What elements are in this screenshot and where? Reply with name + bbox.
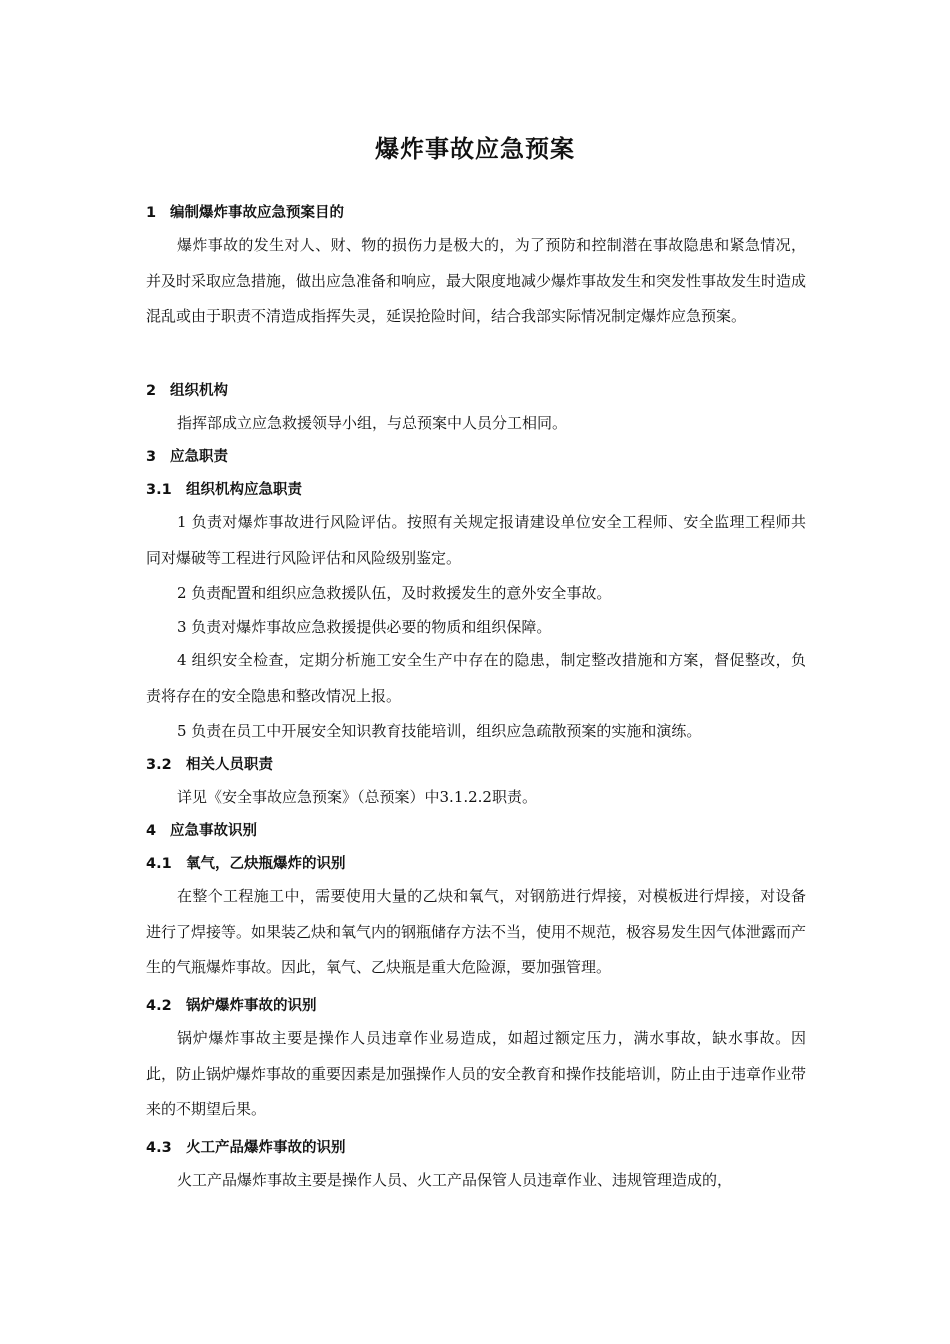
section-number: 1 [146, 205, 157, 221]
paragraph-3-1-1: 1 负责对爆炸事故进行风险评估。按照有关规定报请建设单位安全工程师、安全监理工程师共同对爆破等工程进行风险评估和风险级别鉴定。 [146, 513, 806, 567]
subsection-number: 3.1 [146, 482, 172, 498]
paragraph-4-2-1: 锅炉爆炸事故主要是操作人员违章作业易造成，如超过额定压力，满水事故，缺水事故。因此，防止锅炉爆炸事故的重要因素是加强操作人员的安全教育和操作技能培训，防止由于违章作业带来的不期望后果。 [146, 1029, 807, 1118]
subsection-heading-4-1 [146, 854, 346, 874]
subsection-number: 4.2 [146, 998, 172, 1014]
document-title: 爆炸事故应急预案 [375, 135, 575, 163]
section-title: 应急事故识别 [170, 823, 257, 839]
section-title: 应急职责 [170, 449, 228, 465]
paragraph-1-1: 爆炸事故的发生对人、财、物的损伤力是极大的，为了预防和控制潜在事故隐患和紧急情况，并及时采取应急措施，做出应急准备和响应，最大限度地减少爆炸事故发生和突发性事故发生时造成混乱或由于职责不清造成指挥失灵，延误抢险时间，结合我部实际情况制定爆炸应急预案。 [146, 236, 807, 325]
subsection-number: 4.1 [146, 856, 172, 872]
section-heading-3 [146, 447, 228, 467]
subsection-heading-4-3 [146, 1138, 346, 1158]
subsection-title: 火工产品爆炸事故的识别 [186, 1140, 346, 1156]
subsection-heading-3-2 [146, 755, 273, 775]
paragraph-2-1: 指挥部成立应急救援领导小组，与总预案中人员分工相同。 [177, 414, 568, 432]
section-heading-1 [146, 203, 344, 223]
subsection-title: 氧气，乙炔瓶爆炸的识别 [186, 856, 346, 872]
subsection-heading-4-2 [146, 996, 317, 1016]
paragraph-3-1-3: 3 负责对爆炸事故应急救援提供必要的物质和组织保障。 [177, 618, 552, 636]
section-heading-4 [146, 821, 257, 841]
paragraph-3-1-2: 2 负责配置和组织应急救援队伍，及时救援发生的意外安全事故。 [177, 584, 612, 602]
section-title: 组织机构 [170, 383, 228, 399]
section-number: 2 [146, 383, 157, 399]
subsection-number: 4.3 [146, 1140, 172, 1156]
subsection-title: 相关人员职责 [186, 757, 273, 773]
subsection-title: 组织机构应急职责 [186, 482, 302, 498]
section-title: 编制爆炸事故应急预案目的 [170, 205, 344, 221]
section-number: 3 [146, 449, 157, 465]
paragraph-4-1-1: 在整个工程施工中，需要使用大量的乙炔和氧气，对钢筋进行焊接，对模板进行焊接，对设备进行了焊接等。如果装乙炔和氧气内的钢瓶储存方法不当，使用不规范，极容易发生因气体泄露而产生的气瓶爆炸事故。因此，氧气、乙炔瓶是重大危险源，要加强管理。 [146, 887, 807, 976]
subsection-heading-3-1 [146, 480, 302, 500]
subsection-number: 3.2 [146, 757, 172, 773]
section-heading-2 [146, 381, 228, 401]
subsection-title: 锅炉爆炸事故的识别 [186, 998, 317, 1014]
paragraph-4-3-1: 火工产品爆炸事故主要是操作人员、火工产品保管人员违章作业、违规管理造成的， [177, 1171, 733, 1189]
paragraph-3-2-1: 详见《安全事故应急预案》（总预案）中3.1.2.2职责。 [177, 788, 537, 806]
section-number: 4 [146, 823, 157, 839]
paragraph-3-1-4: 4 组织安全检查，定期分析施工安全生产中存在的隐患，制定整改措施和方案，督促整改，负责将存在的安全隐患和整改情况上报。 [146, 651, 806, 705]
paragraph-3-1-5: 5 负责在员工中开展安全知识教育技能培训，组织应急疏散预案的实施和演练。 [177, 722, 702, 740]
